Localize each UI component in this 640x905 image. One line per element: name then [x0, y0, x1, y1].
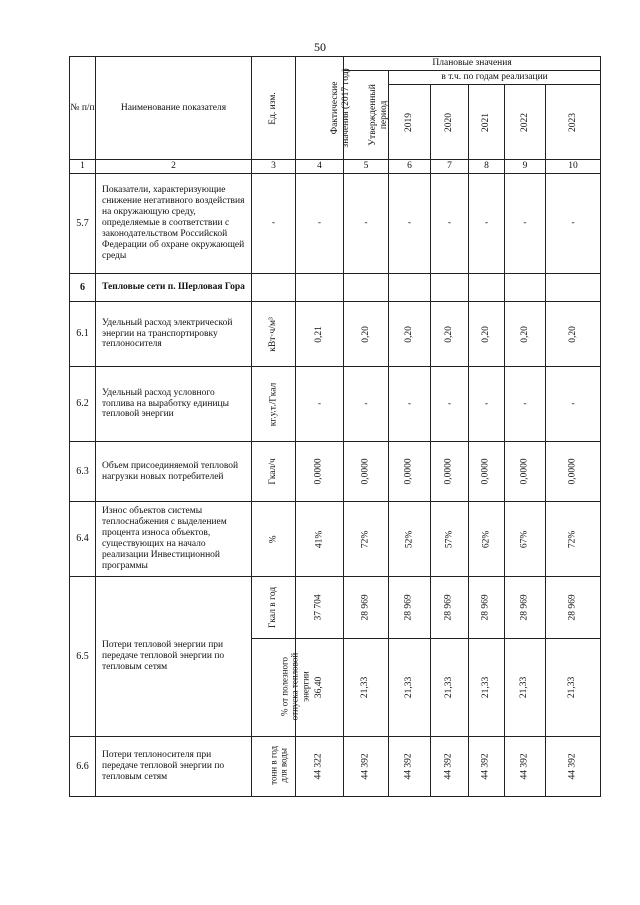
table-row — [70, 502, 601, 577]
row-year-value: 0,0000 — [505, 442, 546, 502]
header-year: 2020 — [431, 85, 469, 160]
column-numbers-row — [70, 160, 601, 174]
row-year-value: 44 392 — [431, 737, 469, 797]
header-fact: Фактические значения (2017 год) — [296, 57, 344, 160]
row-year-value: 28 969 — [546, 577, 601, 639]
row-year-value: 52% — [389, 502, 431, 577]
column-number: 5 — [344, 160, 389, 174]
row-name: Удельный расход электрической энергии на транспортировку теплоносителя — [96, 302, 252, 367]
row-year-value: - — [546, 367, 601, 442]
header-year: 2022 — [505, 85, 546, 160]
header-num: № п/п — [70, 57, 96, 160]
row-num: 6.2 — [70, 367, 96, 442]
column-number: 4 — [296, 160, 344, 174]
header-year: 2021 — [469, 85, 505, 160]
row-unit: - — [252, 174, 296, 274]
row-year-value: 28 969 — [469, 577, 505, 639]
header-name: Наименование показателя — [96, 57, 252, 160]
row-fact: 36,40 — [296, 639, 344, 737]
row-fact: 37 704 — [296, 577, 344, 639]
row-unit: Гкал в год — [252, 577, 296, 639]
table-row — [70, 577, 601, 639]
row-year-value: 44 392 — [505, 737, 546, 797]
row-fact: 0,21 — [296, 302, 344, 367]
row-unit: % от полезного отпуска тепловой энергии — [252, 639, 296, 737]
row-year-value: - — [431, 174, 469, 274]
row-fact: - — [296, 367, 344, 442]
row-num: 6.4 — [70, 502, 96, 577]
row-approved: 0,20 — [344, 302, 389, 367]
indicators-table — [69, 56, 601, 797]
row-year-value: - — [505, 174, 546, 274]
row-year-value: 72% — [546, 502, 601, 577]
row-unit: тонн в год для воды — [252, 737, 296, 797]
header-year: 2023 — [546, 85, 601, 160]
table-row — [70, 302, 601, 367]
row-fact: 44 322 — [296, 737, 344, 797]
row-year-value: 21,33 — [431, 639, 469, 737]
row-year-value: 57% — [431, 502, 469, 577]
row-year-value: 44 392 — [546, 737, 601, 797]
column-number: 9 — [505, 160, 546, 174]
header-approved: Утвержденный период — [344, 71, 389, 160]
row-num: 6.5 — [70, 577, 96, 737]
row-approved: - — [344, 174, 389, 274]
table-row — [70, 442, 601, 502]
header-unit: Ед. изм. — [252, 57, 296, 160]
table-row — [70, 737, 601, 797]
row-year-value: - — [469, 367, 505, 442]
section-row — [70, 274, 601, 302]
header-plan: Плановые значения — [344, 57, 601, 71]
table-row — [70, 174, 601, 274]
row-approved: 44 392 — [344, 737, 389, 797]
header-year: 2019 — [389, 85, 431, 160]
row-num: 6.1 — [70, 302, 96, 367]
row-year-value: - — [389, 367, 431, 442]
row-name: Потери тепловой энергии при передаче тепловой энергии по тепловым сетям — [96, 577, 252, 737]
row-year-value: 21,33 — [389, 639, 431, 737]
column-number: 2 — [96, 160, 252, 174]
row-year-value: 0,0000 — [546, 442, 601, 502]
row-year-value: 0,0000 — [469, 442, 505, 502]
row-year-value: 21,33 — [469, 639, 505, 737]
row-unit: % — [252, 502, 296, 577]
row-fact: 0,0000 — [296, 442, 344, 502]
row-year-value: 0,0000 — [431, 442, 469, 502]
row-year-value: 67% — [505, 502, 546, 577]
row-year-value: 44 392 — [389, 737, 431, 797]
row-year-value: 21,33 — [505, 639, 546, 737]
row-unit: кВт·ч/м³ — [252, 302, 296, 367]
table-row — [70, 367, 601, 442]
row-approved: 21,33 — [344, 639, 389, 737]
row-name: Показатели, характеризующие снижение негативного воздействия на окружающую среду, определяемые в соответствии с законодательством Российской Федерации об охране окружающей среды — [96, 174, 252, 274]
row-year-value: 44 392 — [469, 737, 505, 797]
row-year-value: - — [389, 174, 431, 274]
row-name: Потери теплоносителя при передаче тепловой энергии по тепловым сетям — [96, 737, 252, 797]
row-year-value: 0,20 — [505, 302, 546, 367]
row-year-value: - — [469, 174, 505, 274]
column-number: 7 — [431, 160, 469, 174]
row-num: 5.7 — [70, 174, 96, 274]
row-year-value: 0,0000 — [389, 442, 431, 502]
section-num: 6 — [70, 274, 96, 302]
row-fact: - — [296, 174, 344, 274]
row-name: Удельный расход условного топлива на выработку единицы тепловой энергии — [96, 367, 252, 442]
section-title: Тепловые сети п. Шерловая Гора — [96, 274, 252, 302]
row-year-value: - — [546, 174, 601, 274]
row-year-value: 0,20 — [469, 302, 505, 367]
page-number: 50 — [314, 40, 326, 54]
column-number: 3 — [252, 160, 296, 174]
row-year-value: - — [431, 367, 469, 442]
row-name: Объем присоединяемой тепловой нагрузки новых потребителей — [96, 442, 252, 502]
row-approved: 0,0000 — [344, 442, 389, 502]
row-num: 6.6 — [70, 737, 96, 797]
row-unit: Гкал/ч — [252, 442, 296, 502]
row-year-value: 0,20 — [389, 302, 431, 367]
row-year-value: 28 969 — [505, 577, 546, 639]
row-year-value: 28 969 — [389, 577, 431, 639]
row-year-value: 28 969 — [431, 577, 469, 639]
row-year-value: 0,20 — [546, 302, 601, 367]
row-year-value: 62% — [469, 502, 505, 577]
row-year-value: 21,33 — [546, 639, 601, 737]
column-number: 10 — [546, 160, 601, 174]
column-number: 6 — [389, 160, 431, 174]
row-fact: 41% — [296, 502, 344, 577]
row-name: Износ объектов системы теплоснабжения с выделением процента износа объектов, существующих на начало реализации Инвестиционной программы — [96, 502, 252, 577]
row-num: 6.3 — [70, 442, 96, 502]
row-unit: кг.у.т./Гкал — [252, 367, 296, 442]
row-approved: - — [344, 367, 389, 442]
row-year-value: 0,20 — [431, 302, 469, 367]
row-approved: 72% — [344, 502, 389, 577]
column-number: 1 — [70, 160, 96, 174]
row-year-value: - — [505, 367, 546, 442]
column-number: 8 — [469, 160, 505, 174]
row-approved: 28 969 — [344, 577, 389, 639]
header-by-years: в т.ч. по годам реализации — [389, 71, 601, 85]
